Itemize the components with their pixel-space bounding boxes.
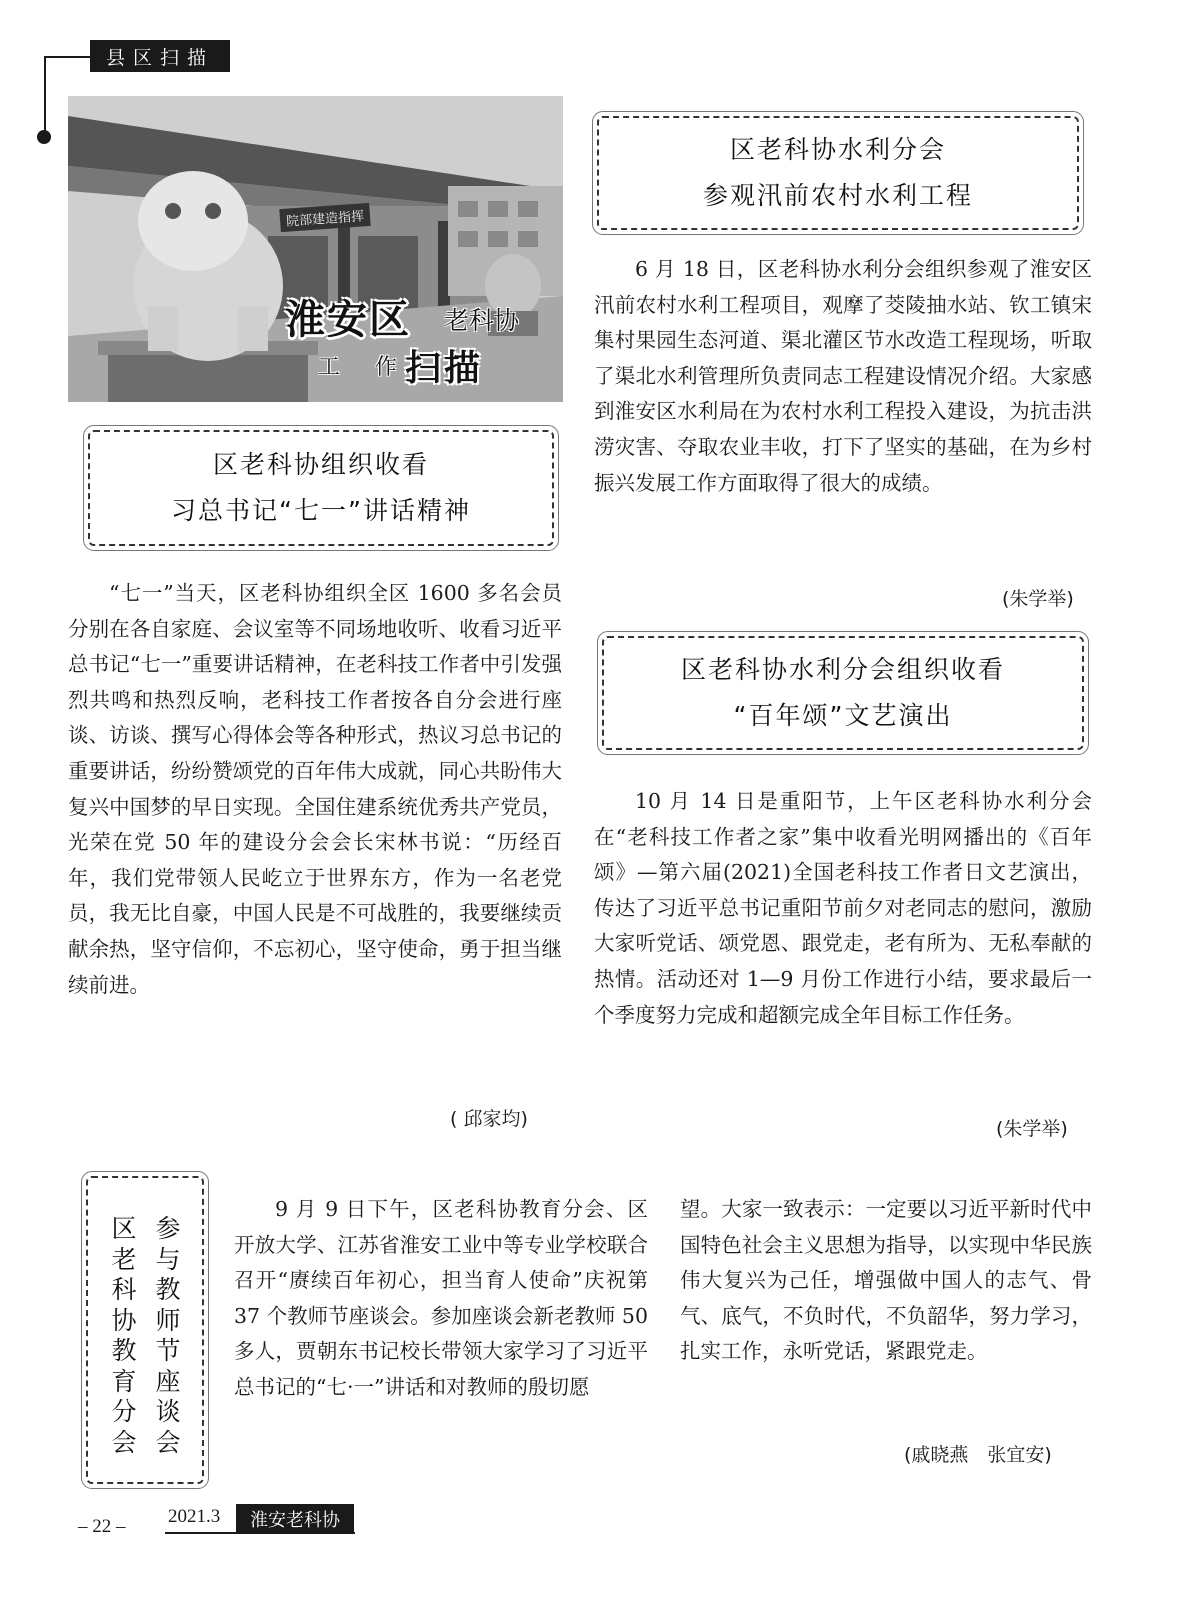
page-number: – 22 – bbox=[78, 1516, 126, 1537]
article3-paragraph: 10 月 14 日是重阳节，上午区老科协水利分会在“老科技工作者之家”集中收看光明网播出的《百年颂》—第六届(2021)全国老科技工作者日文艺演出，传达了习近平总书记重阳节前夕对老同志的慰问，激励大家听党话、颂党恩、跟党走，老有所为、无私奉献的热情。活动还对 1—9 月份工作进行小结，要求最后一个季度努力完成和超额完成全年目标工作任务。 bbox=[594, 789, 1092, 1027]
article3-body bbox=[594, 784, 1092, 1033]
article1-byline: ( 邱家均) bbox=[450, 1108, 528, 1130]
article4-byline: (戚晓燕 张宜安) bbox=[904, 1444, 1052, 1466]
article4-title-col2: 参与教师节座谈会 bbox=[155, 1214, 181, 1457]
article4-title-col1: 区老科协教育分会 bbox=[111, 1214, 137, 1457]
header-photo bbox=[68, 96, 563, 402]
article4-paragraph-2: 望。大家一致表示：一定要以习近平新时代中国特色社会主义思想为指导，以实现中华民族伟大复兴为己任，增强做中国人的志气、骨气、底气，不负时代，不负韶华，努力学习，扎实工作，永听党话，紧跟党走。 bbox=[680, 1197, 1092, 1364]
article3-title-line1: 区老科协水利分会组织收看 bbox=[680, 655, 1005, 684]
header-rule-horizontal bbox=[44, 56, 90, 58]
photo-illustration bbox=[68, 96, 563, 402]
article1-paragraph: “七一”当天，区老科协组织全区 1600 多名会员分别在各自家庭、会议室等不同场地收听、收看习近平总书记“七一”重要讲话精神，在老科技工作者中引发强烈共鸣和热烈反响，老科技工作者按各自分会进行座谈、访谈、撰写心得体会等各种形式，热议习总书记的重要讲话，纷纷赞颂党的百年伟大成就，同心共盼伟大复兴中国梦的早日实现。全国住建系统优秀共产党员，光荣在党 50 年的建设分会会长宋林书说：“历经百年，我们党带领人民屹立于世界东方，作为一名老党员，我无比自豪，中国人民是不可战胜的，我要继续贡献余热，坚守信仰，不忘初心，坚守使命，勇于担当继续前进。 bbox=[68, 581, 562, 997]
article4-body-col1 bbox=[234, 1192, 648, 1406]
magazine-name-tab: 淮安老科协 bbox=[236, 1504, 354, 1534]
article2-title-line1: 区老科协水利分会 bbox=[729, 135, 946, 164]
article2-title-frame bbox=[597, 116, 1079, 230]
photo-title-small-2: 工 作 bbox=[318, 355, 411, 380]
header-rule-vertical bbox=[44, 56, 46, 136]
photo-title-big-2: 扫描 bbox=[405, 348, 484, 389]
article1-body bbox=[68, 576, 562, 1003]
header-dot bbox=[37, 130, 51, 144]
article3-title-frame bbox=[602, 636, 1084, 750]
article1-title-line1: 区老科协组织收看 bbox=[212, 450, 429, 479]
article3-byline: (朱学举) bbox=[996, 1118, 1068, 1140]
article4-paragraph-1: 9 月 9 日下午，区老科协教育分会、区开放大学、江苏省淮安工业中等专业学校联合召开“赓续百年初心，担当育人使命”庆祝第 37 个教师节座谈会。参加座谈会新老教师 50 多人，贾朝东书记校长带领大家学习了习近平总书记的“七·一”讲话和对教师的殷切愿 bbox=[234, 1197, 648, 1399]
photo-title-small-1: 老科协 bbox=[444, 306, 520, 335]
article1-title-line2: 习总书记“七一”讲话精神 bbox=[171, 496, 471, 525]
article3-title-line2: “百年颂”文艺演出 bbox=[733, 701, 953, 730]
article4-body-col2 bbox=[680, 1192, 1092, 1370]
article2-byline: (朱学举) bbox=[1002, 588, 1074, 610]
issue-date: 2021.3 bbox=[168, 1506, 221, 1527]
article2-title-line2: 参观汛前农村水利工程 bbox=[702, 181, 973, 210]
article2-body bbox=[594, 252, 1092, 501]
article4-title-frame bbox=[86, 1176, 204, 1484]
photo-title-big-1: 淮安区 bbox=[285, 297, 411, 343]
building-plaque: 院部建造指挥 bbox=[279, 203, 370, 232]
article2-paragraph: 6 月 18 日，区老科协水利分会组织参观了淮安区汛前农村水利工程项目，观摩了茭陵抽水站、钦工镇宋集村果园生态河道、渠北灌区节水改造工程现场，听取了渠北水利管理所负责同志工程建设情况介绍。大家感到淮安区水利局在为农村水利工程投入建设，为抗击洪涝灾害、夺取农业丰收，打下了坚实的基础，在为乡村振兴发展工作方面取得了很大的成绩。 bbox=[594, 257, 1092, 495]
section-tab: 县区扫描 bbox=[90, 40, 230, 72]
article1-title-frame bbox=[88, 430, 554, 546]
